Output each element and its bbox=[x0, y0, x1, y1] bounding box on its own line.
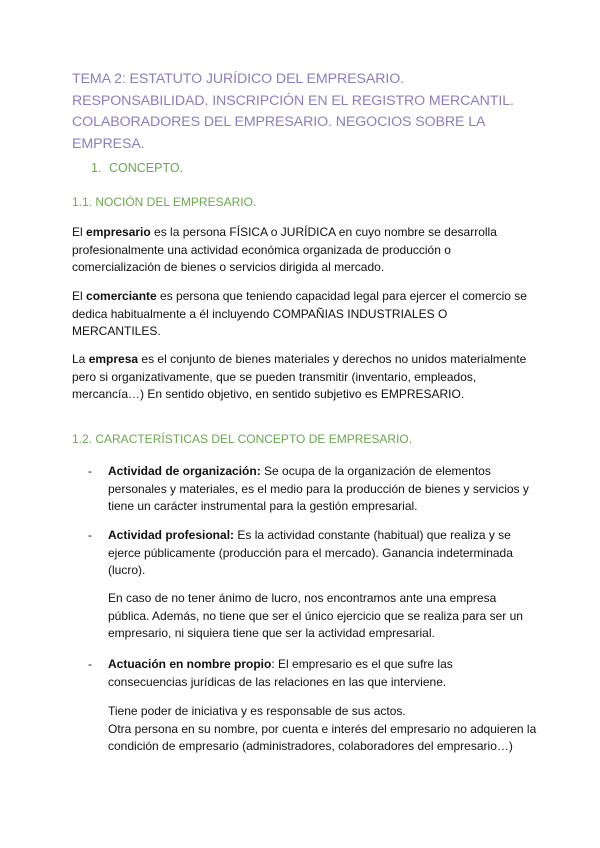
text-span: Es la actividad constante (habitual) que realiza y se ejerce públicamente (producción para el mercado). Ganancia indeterminada (lucro). bbox=[108, 528, 513, 578]
paragraph-iniciativa bbox=[108, 703, 538, 756]
bold-term: empresario bbox=[86, 225, 151, 239]
bullet-dash: - bbox=[88, 657, 92, 671]
text-span: : El empresario es el que sufre las consecuencias jurídicas de las relaciones en las que interviene. bbox=[108, 657, 453, 689]
section-heading-concepto bbox=[91, 161, 183, 175]
bullet-dash: - bbox=[88, 528, 92, 542]
paragraph-comerciante bbox=[72, 288, 532, 341]
section-label: CONCEPTO. bbox=[109, 161, 184, 175]
text-span: El bbox=[72, 289, 87, 303]
paragraph-lucro: En caso de no tener ánimo de lucro, nos encontramos ante una empresa pública. Además, no tiene que ser el único ejercicio que se realiza para ser un empresario, ni siquiera tiene que ser la actividad empresarial. bbox=[108, 591, 523, 641]
bold-term: comerciante bbox=[86, 289, 157, 303]
section-number: 1. bbox=[91, 161, 102, 175]
text-span: es la persona FÍSICA o JURÍDICA en cuyo nombre se desarrolla profesionalmente una actividad económica organizada de producción o comercialización de bienes o servicios dirigida al mercado. bbox=[72, 225, 497, 275]
bold-term: empresa bbox=[88, 352, 139, 366]
text-span: es el conjunto de bienes materiales y derechos no unidos materialmente pero si organizativamente, que se pueden transmitir (inventario, empleados, mercancía…) En sentido objetivo, en sentido subjetivo es EMPRESARIO. bbox=[72, 352, 527, 402]
bold-term: Actividad profesional: bbox=[108, 528, 235, 542]
paragraph-empresa bbox=[72, 351, 532, 404]
text-span: es persona que teniendo capacidad legal para ejercer el comercio se dedica habitualmente a él incluyendo COMPAÑIAS INDUSTRIALES O MERCANTILES. bbox=[72, 289, 527, 339]
text-span: La bbox=[72, 352, 89, 366]
bold-term: Actividad de organización: bbox=[108, 464, 261, 478]
text-span: Se ocupa de la organización de elementos personales y materiales, es el medio para la producción de bienes y servicios y tiene un carácter instrumental para la gestión empresarial. bbox=[108, 464, 529, 514]
bold-term: Actuación en nombre propio bbox=[108, 657, 272, 671]
list-item-nombre-propio bbox=[72, 656, 532, 691]
text-line: Tiene poder de iniciativa y es responsable de sus actos. bbox=[108, 704, 406, 718]
document-title: TEMA 2: ESTATUTO JURÍDICO DEL EMPRESARIO. RESPONSABILIDAD. INSCRIPCIÓN EN EL REGISTRO MERCANTIL. COLABORADORES DEL EMPRESARIO. NEGOCIOS SOBRE LA EMPRESA. bbox=[72, 71, 514, 152]
list-item-profesional bbox=[72, 527, 532, 580]
text-span: El bbox=[72, 225, 87, 239]
list-item-organizacion bbox=[72, 463, 532, 516]
subheading-nocion: 1.1. NOCIÓN DEL EMPRESARIO. bbox=[72, 195, 257, 209]
subheading-caracteristicas: 1.2. CARACTERÍSTICAS DEL CONCEPTO DE EMPRESARIO. bbox=[72, 432, 413, 446]
text-line: Otra persona en su nombre, por cuenta e interés del empresario no adquieren la condición de empresario (administradores, colaboradores del empresario…) bbox=[108, 721, 537, 754]
bullet-dash: - bbox=[88, 464, 92, 478]
paragraph-empresario bbox=[72, 224, 532, 277]
